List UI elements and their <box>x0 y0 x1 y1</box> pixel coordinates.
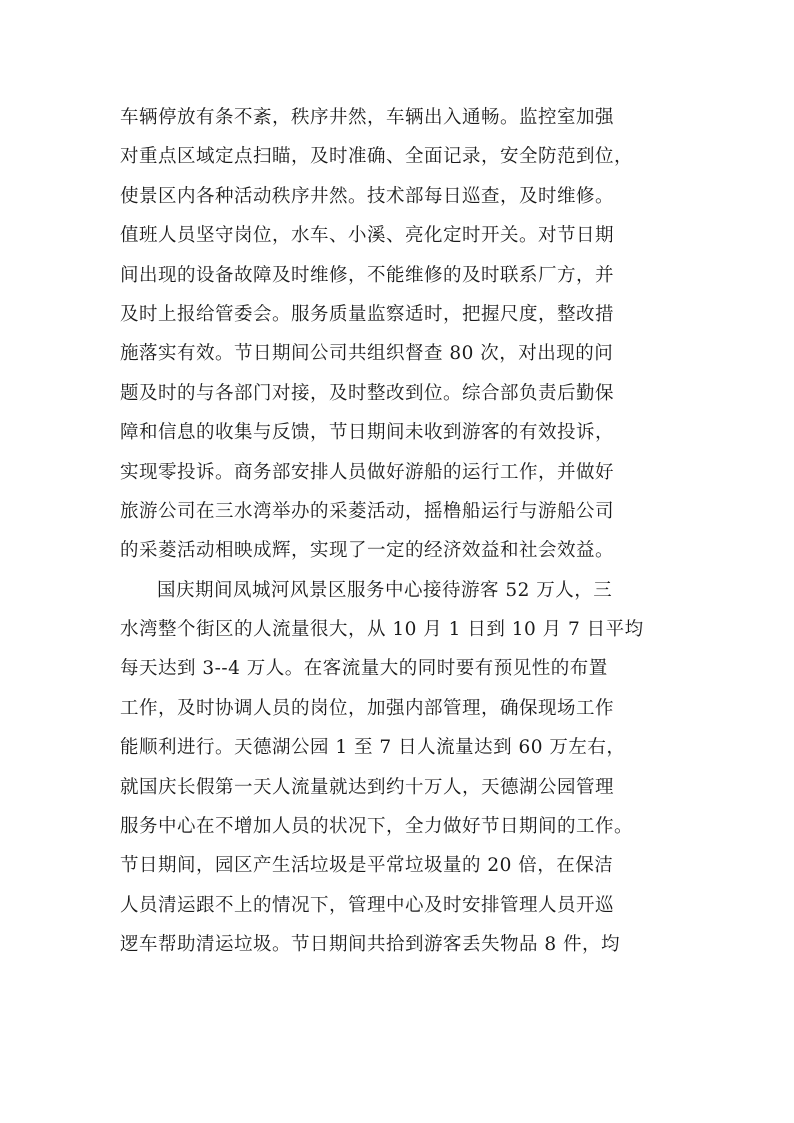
paragraph-start-line: 国庆期间凤城河风景区服务中心接待游客 52 万人，三 <box>157 579 613 601</box>
text-line: 实现零投诉。商务部安排人员做好游船的运行工作，并做好 <box>120 461 615 483</box>
text-line: 水湾整个街区的人流量很大，从 10 月 1 日到 10 月 7 日平均 <box>120 619 644 641</box>
body-text <box>120 98 680 965</box>
text-line: 施落实有效。节日期间公司共组织督查 80 次，对出现的问 <box>120 343 614 365</box>
text-line: 旅游公司在三水湾举办的采菱活动，摇橹船运行与游船公司 <box>120 500 615 522</box>
text-line: 值班人员坚守岗位，水车、小溪、亮化定时开关。对节日期 <box>120 225 615 247</box>
text-line: 工作，及时协调人员的岗位，加强内部管理，确保现场工作 <box>120 697 615 719</box>
text-line: 题及时的与各部门对接，及时整改到位。综合部负责后勤保 <box>120 382 615 404</box>
text-line: 及时上报给管委会。服务质量监察适时，把握尺度，整改措 <box>120 303 615 325</box>
text-line: 对重点区域定点扫瞄，及时准确、全面记录，安全防范到位， <box>120 146 634 168</box>
text-line: 间出现的设备故障及时维修，不能维修的及时联系厂方，并 <box>120 264 615 286</box>
text-line: 能顺利进行。天德湖公园 1 至 7 日人流量达到 60 万左右， <box>120 737 626 759</box>
text-line: 每天达到 3--4 万人。在客流量大的同时要有预见性的布置 <box>120 658 608 680</box>
text-line: 人员清运跟不上的情况下，管理中心及时安排管理人员开巡 <box>120 894 615 916</box>
text-line: 障和信息的收集与反馈，节日期间未收到游客的有效投诉， <box>120 422 615 444</box>
text-line: 的采菱活动相映成辉，实现了一定的经济效益和社会效益。 <box>120 540 615 562</box>
text-line: 节日期间，园区产生活垃圾是平常垃圾量的 20 倍，在保洁 <box>120 855 614 877</box>
text-line: 服务中心在不增加人员的状况下，全力做好节日期间的工作。 <box>120 816 634 838</box>
text-line: 就国庆长假第一天人流量就达到约十万人，天德湖公园管理 <box>120 776 615 798</box>
text-line: 车辆停放有条不紊，秩序井然，车辆出入通畅。监控室加强 <box>120 107 615 128</box>
text-line: 使景区内各种活动秩序井然。技术部每日巡查，及时维修。 <box>120 185 615 207</box>
text-line: 逻车帮助清运垃圾。节日期间共拾到游客丢失物品 8 件，均 <box>120 934 621 956</box>
